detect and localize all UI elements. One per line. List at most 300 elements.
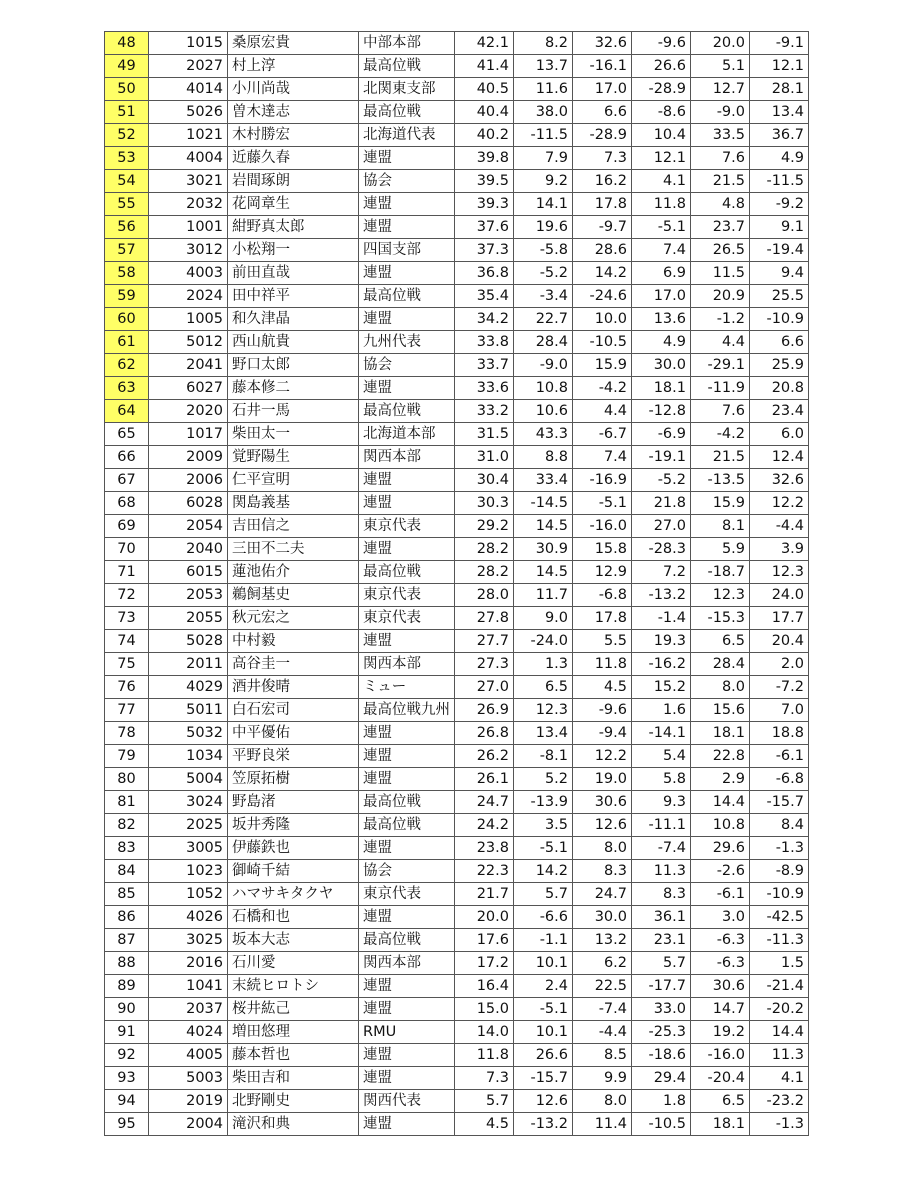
round4-score-cell: -29.1 [691, 354, 750, 377]
affiliation-cell: 関西本部 [359, 952, 455, 975]
table-row [105, 929, 809, 952]
affiliation-cell: 連盟 [359, 998, 455, 1021]
round2-score-cell: 4.4 [573, 400, 632, 423]
round1-score-cell: -3.4 [514, 285, 573, 308]
total-score-cell: 27.8 [455, 607, 514, 630]
round2-score-cell: 8.0 [573, 1090, 632, 1113]
round2-score-cell: -24.6 [573, 285, 632, 308]
round4-score-cell: 20.9 [691, 285, 750, 308]
name-cell: 末続ヒロトシ [228, 975, 359, 998]
round1-score-cell: 8.2 [514, 32, 573, 55]
affiliation-cell: 連盟 [359, 308, 455, 331]
round4-score-cell: 5.1 [691, 55, 750, 78]
id-cell: 2025 [149, 814, 228, 837]
round5-score-cell: 28.1 [750, 78, 809, 101]
affiliation-cell: 連盟 [359, 262, 455, 285]
total-score-cell: 28.0 [455, 584, 514, 607]
table-row [105, 791, 809, 814]
affiliation-cell: 連盟 [359, 216, 455, 239]
rank-cell: 67 [105, 469, 149, 492]
round1-score-cell: -5.8 [514, 239, 573, 262]
id-cell: 4024 [149, 1021, 228, 1044]
affiliation-cell: 連盟 [359, 377, 455, 400]
round2-score-cell: -4.4 [573, 1021, 632, 1044]
rank-cell: 54 [105, 170, 149, 193]
name-cell: 増田悠理 [228, 1021, 359, 1044]
round3-score-cell: 1.6 [632, 699, 691, 722]
name-cell: 柴田吉和 [228, 1067, 359, 1090]
rank-cell: 87 [105, 929, 149, 952]
rank-cell: 89 [105, 975, 149, 998]
affiliation-cell: 最高位戦 [359, 285, 455, 308]
total-score-cell: 33.2 [455, 400, 514, 423]
round1-score-cell: 3.5 [514, 814, 573, 837]
round1-score-cell: 9.0 [514, 607, 573, 630]
rank-cell: 77 [105, 699, 149, 722]
name-cell: 桑原宏貴 [228, 32, 359, 55]
round1-score-cell: -5.2 [514, 262, 573, 285]
round3-score-cell: -8.6 [632, 101, 691, 124]
id-cell: 1052 [149, 883, 228, 906]
round4-score-cell: 11.5 [691, 262, 750, 285]
name-cell: 柴田太一 [228, 423, 359, 446]
round3-score-cell: 36.1 [632, 906, 691, 929]
total-score-cell: 31.5 [455, 423, 514, 446]
table-row [105, 285, 809, 308]
name-cell: 和久津晶 [228, 308, 359, 331]
round1-score-cell: -6.6 [514, 906, 573, 929]
round2-score-cell: 22.5 [573, 975, 632, 998]
round2-score-cell: 15.8 [573, 538, 632, 561]
round1-score-cell: 26.6 [514, 1044, 573, 1067]
affiliation-cell: ミュー [359, 676, 455, 699]
id-cell: 4014 [149, 78, 228, 101]
total-score-cell: 26.1 [455, 768, 514, 791]
round3-score-cell: -17.7 [632, 975, 691, 998]
table-row [105, 78, 809, 101]
round1-score-cell: 14.5 [514, 515, 573, 538]
table-row [105, 860, 809, 883]
total-score-cell: 26.9 [455, 699, 514, 722]
name-cell: 坂本大志 [228, 929, 359, 952]
round3-score-cell: 12.1 [632, 147, 691, 170]
id-cell: 5003 [149, 1067, 228, 1090]
round1-score-cell: -1.1 [514, 929, 573, 952]
round4-score-cell: 14.7 [691, 998, 750, 1021]
round2-score-cell: -9.6 [573, 699, 632, 722]
round2-score-cell: 11.8 [573, 653, 632, 676]
round3-score-cell: 11.8 [632, 193, 691, 216]
round1-score-cell: 10.8 [514, 377, 573, 400]
round4-score-cell: 5.9 [691, 538, 750, 561]
affiliation-cell: 連盟 [359, 469, 455, 492]
affiliation-cell: 最高位戦 [359, 55, 455, 78]
round2-score-cell: 30.6 [573, 791, 632, 814]
round3-score-cell: -6.9 [632, 423, 691, 446]
round3-score-cell: 11.3 [632, 860, 691, 883]
name-cell: 北野剛史 [228, 1090, 359, 1113]
name-cell: 蓮池佑介 [228, 561, 359, 584]
affiliation-cell: 連盟 [359, 975, 455, 998]
round4-score-cell: -13.5 [691, 469, 750, 492]
round5-score-cell: 18.8 [750, 722, 809, 745]
round1-score-cell: 9.2 [514, 170, 573, 193]
round5-score-cell: 9.1 [750, 216, 809, 239]
round5-score-cell: -19.4 [750, 239, 809, 262]
id-cell: 5012 [149, 331, 228, 354]
name-cell: 花岡章生 [228, 193, 359, 216]
name-cell: 御崎千結 [228, 860, 359, 883]
round5-score-cell: 36.7 [750, 124, 809, 147]
round5-score-cell: 32.6 [750, 469, 809, 492]
round5-score-cell: -10.9 [750, 308, 809, 331]
rank-cell: 58 [105, 262, 149, 285]
table-row [105, 745, 809, 768]
round2-score-cell: 6.2 [573, 952, 632, 975]
id-cell: 2006 [149, 469, 228, 492]
total-score-cell: 16.4 [455, 975, 514, 998]
round2-score-cell: -16.1 [573, 55, 632, 78]
round3-score-cell: 9.3 [632, 791, 691, 814]
round2-score-cell: -10.5 [573, 331, 632, 354]
name-cell: 石川愛 [228, 952, 359, 975]
round5-score-cell: 1.5 [750, 952, 809, 975]
round1-score-cell: 19.6 [514, 216, 573, 239]
id-cell: 2037 [149, 998, 228, 1021]
id-cell: 1017 [149, 423, 228, 446]
round2-score-cell: 17.8 [573, 607, 632, 630]
table-row [105, 492, 809, 515]
round3-score-cell: 17.0 [632, 285, 691, 308]
round1-score-cell: 14.1 [514, 193, 573, 216]
round4-score-cell: -9.0 [691, 101, 750, 124]
id-cell: 6027 [149, 377, 228, 400]
name-cell: 鵜飼基史 [228, 584, 359, 607]
round5-score-cell: 8.4 [750, 814, 809, 837]
rank-cell: 56 [105, 216, 149, 239]
round1-score-cell: -13.9 [514, 791, 573, 814]
total-score-cell: 33.8 [455, 331, 514, 354]
total-score-cell: 35.4 [455, 285, 514, 308]
table-row [105, 216, 809, 239]
round3-score-cell: -9.6 [632, 32, 691, 55]
name-cell: 前田直哉 [228, 262, 359, 285]
id-cell: 3005 [149, 837, 228, 860]
rank-cell: 70 [105, 538, 149, 561]
affiliation-cell: 連盟 [359, 1044, 455, 1067]
table-row [105, 1044, 809, 1067]
rank-cell: 68 [105, 492, 149, 515]
total-score-cell: 40.2 [455, 124, 514, 147]
id-cell: 2009 [149, 446, 228, 469]
round1-score-cell: 11.7 [514, 584, 573, 607]
id-cell: 2054 [149, 515, 228, 538]
round3-score-cell: 4.9 [632, 331, 691, 354]
name-cell: 中村毅 [228, 630, 359, 653]
round5-score-cell: 12.1 [750, 55, 809, 78]
round1-score-cell: 22.7 [514, 308, 573, 331]
round3-score-cell: -28.9 [632, 78, 691, 101]
round4-score-cell: -1.2 [691, 308, 750, 331]
round3-score-cell: -11.1 [632, 814, 691, 837]
round4-score-cell: -6.3 [691, 952, 750, 975]
round5-score-cell: 12.2 [750, 492, 809, 515]
total-score-cell: 29.2 [455, 515, 514, 538]
total-score-cell: 24.2 [455, 814, 514, 837]
name-cell: 野島渚 [228, 791, 359, 814]
round4-score-cell: 28.4 [691, 653, 750, 676]
affiliation-cell: 連盟 [359, 768, 455, 791]
id-cell: 2041 [149, 354, 228, 377]
total-score-cell: 23.8 [455, 837, 514, 860]
id-cell: 4029 [149, 676, 228, 699]
affiliation-cell: 関西本部 [359, 446, 455, 469]
round3-score-cell: 26.6 [632, 55, 691, 78]
affiliation-cell: 連盟 [359, 1113, 455, 1136]
rank-cell: 51 [105, 101, 149, 124]
total-score-cell: 17.2 [455, 952, 514, 975]
round5-score-cell: 20.4 [750, 630, 809, 653]
name-cell: 藤本哲也 [228, 1044, 359, 1067]
name-cell: 仁平宣明 [228, 469, 359, 492]
round3-score-cell: -18.6 [632, 1044, 691, 1067]
round3-score-cell: 1.8 [632, 1090, 691, 1113]
round3-score-cell: -7.4 [632, 837, 691, 860]
name-cell: 酒井俊晴 [228, 676, 359, 699]
round1-score-cell: 13.4 [514, 722, 573, 745]
round5-score-cell: 11.3 [750, 1044, 809, 1067]
total-score-cell: 21.7 [455, 883, 514, 906]
id-cell: 6028 [149, 492, 228, 515]
round5-score-cell: 6.0 [750, 423, 809, 446]
round2-score-cell: 17.0 [573, 78, 632, 101]
round5-score-cell: -15.7 [750, 791, 809, 814]
round5-score-cell: -21.4 [750, 975, 809, 998]
name-cell: 三田不二夫 [228, 538, 359, 561]
total-score-cell: 36.8 [455, 262, 514, 285]
rank-cell: 79 [105, 745, 149, 768]
round4-score-cell: 19.2 [691, 1021, 750, 1044]
round1-score-cell: 28.4 [514, 331, 573, 354]
round3-score-cell: -5.1 [632, 216, 691, 239]
rank-cell: 92 [105, 1044, 149, 1067]
rank-cell: 53 [105, 147, 149, 170]
round5-score-cell: 12.3 [750, 561, 809, 584]
round2-score-cell: -6.8 [573, 584, 632, 607]
round2-score-cell: 14.2 [573, 262, 632, 285]
rank-cell: 74 [105, 630, 149, 653]
affiliation-cell: RMU [359, 1021, 455, 1044]
round4-score-cell: 21.5 [691, 446, 750, 469]
rank-cell: 50 [105, 78, 149, 101]
round5-score-cell: -9.1 [750, 32, 809, 55]
round2-score-cell: 12.6 [573, 814, 632, 837]
table-row [105, 469, 809, 492]
round2-score-cell: -9.4 [573, 722, 632, 745]
affiliation-cell: 北海道代表 [359, 124, 455, 147]
affiliation-cell: 九州代表 [359, 331, 455, 354]
round4-score-cell: 26.5 [691, 239, 750, 262]
round4-score-cell: 4.4 [691, 331, 750, 354]
rank-cell: 86 [105, 906, 149, 929]
round1-score-cell: 5.7 [514, 883, 573, 906]
round3-score-cell: 5.4 [632, 745, 691, 768]
rank-cell: 55 [105, 193, 149, 216]
round2-score-cell: -6.7 [573, 423, 632, 446]
rank-cell: 71 [105, 561, 149, 584]
round2-score-cell: -5.1 [573, 492, 632, 515]
round4-score-cell: 22.8 [691, 745, 750, 768]
table-row [105, 170, 809, 193]
affiliation-cell: 北海道本部 [359, 423, 455, 446]
name-cell: 中平優佑 [228, 722, 359, 745]
round2-score-cell: 8.3 [573, 860, 632, 883]
round5-score-cell: -23.2 [750, 1090, 809, 1113]
name-cell: 桜井紘己 [228, 998, 359, 1021]
rank-cell: 90 [105, 998, 149, 1021]
name-cell: 小松翔一 [228, 239, 359, 262]
name-cell: 田中祥平 [228, 285, 359, 308]
table-row [105, 814, 809, 837]
rank-cell: 60 [105, 308, 149, 331]
round2-score-cell: 8.0 [573, 837, 632, 860]
rank-cell: 59 [105, 285, 149, 308]
id-cell: 1041 [149, 975, 228, 998]
name-cell: 小川尚哉 [228, 78, 359, 101]
affiliation-cell: 最高位戦 [359, 791, 455, 814]
table-row [105, 446, 809, 469]
round4-score-cell: 8.1 [691, 515, 750, 538]
affiliation-cell: 連盟 [359, 906, 455, 929]
round1-score-cell: -9.0 [514, 354, 573, 377]
rank-cell: 49 [105, 55, 149, 78]
table-row [105, 331, 809, 354]
affiliation-cell: 中部本部 [359, 32, 455, 55]
round4-score-cell: 18.1 [691, 1113, 750, 1136]
total-score-cell: 20.0 [455, 906, 514, 929]
total-score-cell: 33.6 [455, 377, 514, 400]
round2-score-cell: 28.6 [573, 239, 632, 262]
round2-score-cell: 24.7 [573, 883, 632, 906]
round2-score-cell: 6.6 [573, 101, 632, 124]
table-row [105, 975, 809, 998]
total-score-cell: 39.5 [455, 170, 514, 193]
round5-score-cell: 9.4 [750, 262, 809, 285]
round2-score-cell: 7.3 [573, 147, 632, 170]
round1-score-cell: -15.7 [514, 1067, 573, 1090]
round3-score-cell: -10.5 [632, 1113, 691, 1136]
affiliation-cell: 連盟 [359, 745, 455, 768]
affiliation-cell: 最高位戦 [359, 561, 455, 584]
round1-score-cell: -8.1 [514, 745, 573, 768]
rank-cell: 88 [105, 952, 149, 975]
rank-cell: 75 [105, 653, 149, 676]
name-cell: 野口太郎 [228, 354, 359, 377]
affiliation-cell: 最高位戦 [359, 101, 455, 124]
name-cell: 吉田信之 [228, 515, 359, 538]
round2-score-cell: -9.7 [573, 216, 632, 239]
total-score-cell: 28.2 [455, 538, 514, 561]
round1-score-cell: 6.5 [514, 676, 573, 699]
id-cell: 2024 [149, 285, 228, 308]
round5-score-cell: 14.4 [750, 1021, 809, 1044]
total-score-cell: 22.3 [455, 860, 514, 883]
round5-score-cell: -42.5 [750, 906, 809, 929]
round4-score-cell: 6.5 [691, 630, 750, 653]
rank-cell: 61 [105, 331, 149, 354]
id-cell: 5026 [149, 101, 228, 124]
round1-score-cell: 10.1 [514, 1021, 573, 1044]
total-score-cell: 27.0 [455, 676, 514, 699]
round4-score-cell: 12.7 [691, 78, 750, 101]
rank-cell: 80 [105, 768, 149, 791]
total-score-cell: 41.4 [455, 55, 514, 78]
round4-score-cell: -11.9 [691, 377, 750, 400]
table-row [105, 676, 809, 699]
rank-cell: 63 [105, 377, 149, 400]
id-cell: 4003 [149, 262, 228, 285]
round1-score-cell: 14.2 [514, 860, 573, 883]
table-row [105, 147, 809, 170]
round4-score-cell: 10.8 [691, 814, 750, 837]
rank-cell: 69 [105, 515, 149, 538]
name-cell: 曽木達志 [228, 101, 359, 124]
round1-score-cell: 10.1 [514, 952, 573, 975]
id-cell: 5004 [149, 768, 228, 791]
round5-score-cell: 4.1 [750, 1067, 809, 1090]
table-row [105, 998, 809, 1021]
name-cell: ハマサキタクヤ [228, 883, 359, 906]
affiliation-cell: 東京代表 [359, 515, 455, 538]
total-score-cell: 42.1 [455, 32, 514, 55]
round5-score-cell: 17.7 [750, 607, 809, 630]
round1-score-cell: -24.0 [514, 630, 573, 653]
round5-score-cell: -10.9 [750, 883, 809, 906]
total-score-cell: 27.3 [455, 653, 514, 676]
round3-score-cell: -14.1 [632, 722, 691, 745]
round4-score-cell: -18.7 [691, 561, 750, 584]
name-cell: 藤本修二 [228, 377, 359, 400]
round5-score-cell: 3.9 [750, 538, 809, 561]
round4-score-cell: 4.8 [691, 193, 750, 216]
total-score-cell: 15.0 [455, 998, 514, 1021]
round3-score-cell: -28.3 [632, 538, 691, 561]
id-cell: 2032 [149, 193, 228, 216]
round2-score-cell: 7.4 [573, 446, 632, 469]
id-cell: 3024 [149, 791, 228, 814]
table-row [105, 722, 809, 745]
affiliation-cell: 東京代表 [359, 883, 455, 906]
id-cell: 2055 [149, 607, 228, 630]
id-cell: 4005 [149, 1044, 228, 1067]
id-cell: 2011 [149, 653, 228, 676]
total-score-cell: 24.7 [455, 791, 514, 814]
id-cell: 1001 [149, 216, 228, 239]
rank-cell: 81 [105, 791, 149, 814]
table-row [105, 308, 809, 331]
round1-score-cell: 30.9 [514, 538, 573, 561]
table-row [105, 262, 809, 285]
round3-score-cell: -12.8 [632, 400, 691, 423]
rank-cell: 66 [105, 446, 149, 469]
total-score-cell: 34.2 [455, 308, 514, 331]
round5-score-cell: -11.3 [750, 929, 809, 952]
name-cell: 高谷圭一 [228, 653, 359, 676]
round1-score-cell: -5.1 [514, 998, 573, 1021]
rank-cell: 62 [105, 354, 149, 377]
table-row [105, 55, 809, 78]
table-row [105, 1021, 809, 1044]
